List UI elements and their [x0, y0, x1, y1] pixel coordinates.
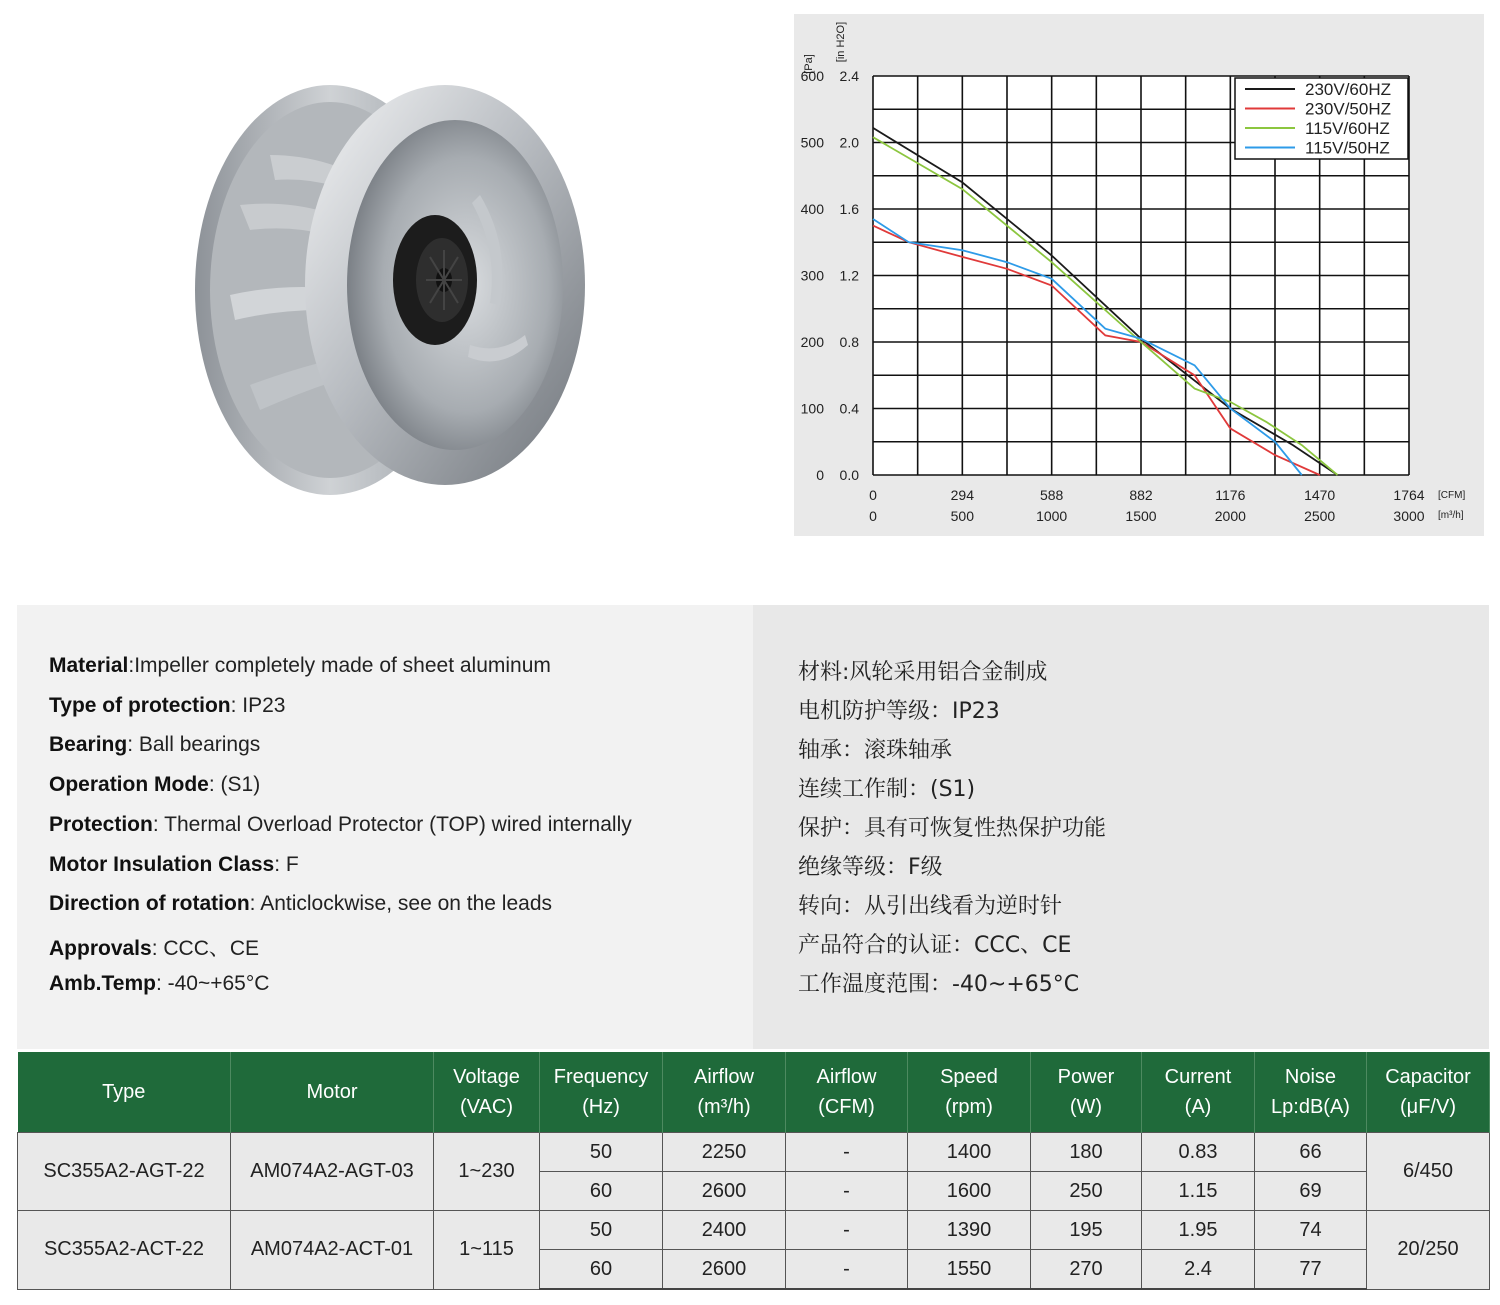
x-tick-label-m3h: 0 — [869, 508, 877, 524]
y-tick-label-pa: 500 — [800, 134, 824, 151]
table-header-cell: Voltage (VAC) — [434, 1052, 540, 1133]
y-tick-label-pa: 400 — [800, 201, 824, 217]
spec-en-value: -40~+65°C — [167, 971, 270, 995]
table-header-cell: Frequency (Hz) — [540, 1052, 663, 1133]
y-tick-label-inh2o: 1.6 — [839, 201, 859, 217]
speed-cell: 1600 — [908, 1172, 1031, 1211]
x-tick-label-m3h: 1500 — [1125, 508, 1157, 524]
y-tick-label-pa: 200 — [800, 334, 824, 350]
table-header-cell: Speed (rpm) — [908, 1052, 1031, 1133]
x-tick-label-m3h: 2500 — [1304, 508, 1336, 524]
table-header-cell: Motor — [231, 1052, 434, 1133]
y-tick-label-inh2o: 0.8 — [839, 334, 859, 350]
table-header-cell: Power (W) — [1031, 1052, 1142, 1133]
spec-en-value: CCC、CE — [163, 936, 260, 960]
x-tick-label-cfm: 1470 — [1304, 487, 1336, 503]
current-cell: 1.15 — [1142, 1172, 1255, 1211]
spec-en-item — [49, 654, 551, 678]
airflow-m3h-cell: 2600 — [663, 1250, 786, 1290]
spec-en-item — [49, 853, 299, 877]
y-tick-label-inh2o: 1.2 — [839, 267, 859, 284]
spec-en-separator: : — [155, 971, 168, 995]
airflow-cfm-cell: - — [786, 1172, 908, 1211]
type-cell: SC355A2-ACT-22 — [18, 1211, 231, 1290]
noise-cell: 77 — [1255, 1250, 1367, 1290]
spec-en-value: Ball bearings — [138, 733, 261, 757]
speed-cell: 1390 — [908, 1211, 1031, 1250]
spec-en-separator: : — [249, 892, 261, 916]
table-header-cell: Airflow (CFM) — [786, 1052, 908, 1133]
spec-en-value: Impeller completely made of sheet aluminum — [134, 654, 551, 677]
x-tick-label-m3h: 3000 — [1393, 508, 1425, 524]
current-cell: 1.95 — [1142, 1211, 1255, 1250]
legend-label-1: 230V/50HZ — [1305, 99, 1391, 119]
spec-en-separator: : — [152, 812, 165, 836]
noise-cell: 66 — [1255, 1133, 1367, 1172]
y-tick-label-pa: 300 — [800, 267, 824, 284]
spec-en-item — [49, 694, 285, 718]
speed-cell: 1400 — [908, 1133, 1031, 1172]
airflow-m3h-cell: 2600 — [663, 1172, 786, 1211]
current-cell: 2.4 — [1142, 1250, 1255, 1290]
spec-cn-item: 转向：从引出线看为逆时针 — [798, 894, 1063, 919]
x-tick-label-cfm: 294 — [950, 487, 975, 503]
spec-cn-item: 保护：具有可恢复性热保护功能 — [798, 816, 1107, 841]
spec-en-item — [49, 813, 632, 837]
table-row — [18, 1211, 1490, 1250]
airflow-m3h-cell: 2250 — [663, 1133, 786, 1172]
y-tick-label-inh2o: 2.0 — [839, 134, 859, 151]
spec-cn-item: 连续工作制：(S1) — [798, 777, 976, 802]
power-cell: 250 — [1031, 1172, 1142, 1211]
airflow-cfm-cell: - — [786, 1133, 908, 1172]
voltage-cell: 1~230 — [434, 1133, 540, 1211]
speed-cell: 1550 — [908, 1250, 1031, 1290]
power-cell: 270 — [1031, 1250, 1142, 1290]
y-tick-label-pa: 0 — [816, 467, 824, 483]
legend-label-0: 230V/60HZ — [1305, 80, 1391, 99]
spec-cn-item: 轴承：滚珠轴承 — [798, 738, 953, 763]
x-tick-label-m3h: 1000 — [1036, 508, 1068, 524]
power-cell: 180 — [1031, 1133, 1142, 1172]
spec-en-label: Approvals — [49, 936, 152, 960]
x-tick-label-m3h: 2000 — [1214, 508, 1246, 524]
model-spec-table — [17, 1052, 1490, 1290]
motor-cell: AM074A2-AGT-03 — [231, 1133, 434, 1211]
airflow-m3h-cell: 2400 — [663, 1211, 786, 1250]
legend-label-3: 115V/50HZ — [1305, 138, 1390, 158]
spec-en-value: F — [285, 852, 299, 876]
current-cell: 0.83 — [1142, 1133, 1255, 1172]
table-header-cell: Airflow (m³/h) — [663, 1052, 786, 1133]
spec-en-label: Type of protection — [49, 693, 231, 717]
spec-en-label: Direction of rotation — [49, 892, 250, 916]
frequency-cell: 60 — [540, 1172, 663, 1211]
spec-en-separator: : — [128, 654, 135, 677]
spec-en-item — [49, 773, 260, 797]
spec-en-label: Protection — [49, 812, 153, 836]
spec-en-value: IP23 — [242, 693, 286, 717]
x-tick-label-m3h: 500 — [950, 508, 975, 524]
spec-en-label: Motor Insulation Class — [49, 852, 275, 876]
capacitor-cell: 20/250 — [1367, 1211, 1490, 1290]
frequency-cell: 50 — [540, 1211, 663, 1250]
performance-chart-panel — [794, 14, 1484, 536]
y-tick-label-pa: 100 — [800, 400, 824, 417]
noise-cell: 74 — [1255, 1211, 1367, 1250]
table-header-cell: Capacitor (μF/V) — [1367, 1052, 1490, 1133]
performance-chart — [794, 14, 1484, 536]
x-tick-label-cfm: 0 — [869, 487, 877, 503]
spec-en-separator: : — [274, 852, 286, 876]
spec-cn-item: 工作温度范围：-40~+65°C — [798, 972, 1080, 997]
spec-en-label: Amb.Temp — [49, 971, 156, 995]
y-unit-inh2o: [in H2O] — [835, 21, 847, 63]
spec-en-separator: : — [127, 733, 139, 757]
y-tick-label-inh2o: 2.4 — [839, 68, 859, 84]
spec-en-separator: : — [151, 936, 164, 960]
spec-en-item — [49, 932, 259, 962]
x-tick-label-cfm: 1764 — [1393, 487, 1425, 503]
spec-en-value: (S1) — [220, 773, 261, 797]
spec-en-item — [49, 892, 552, 916]
chart-legend — [1235, 78, 1408, 159]
table-row — [18, 1133, 1490, 1172]
table-header-row — [18, 1052, 1490, 1133]
table-header-cell: Current (A) — [1142, 1052, 1255, 1133]
x-tick-label-cfm: 588 — [1039, 487, 1064, 503]
specifications-panel — [17, 605, 1489, 1049]
x-tick-label-cfm: 1176 — [1215, 487, 1246, 503]
voltage-cell: 1~115 — [434, 1211, 540, 1290]
spec-en-label: Material — [49, 654, 129, 677]
legend-label-2: 115V/60HZ — [1305, 119, 1390, 138]
spec-cn-item: 绝缘等级：F级 — [798, 855, 943, 880]
table-header-cell: Type — [18, 1052, 231, 1133]
spec-cn-item: 产品符合的认证：CCC、CE — [798, 933, 1072, 958]
x-unit-cfm: [CFM] — [1438, 490, 1466, 501]
frequency-cell: 60 — [540, 1250, 663, 1290]
spec-en-separator: : — [208, 773, 221, 797]
airflow-cfm-cell: - — [786, 1250, 908, 1290]
spec-en-value: Thermal Overload Protector (TOP) wired internally — [164, 812, 632, 836]
y-tick-label-pa: 600 — [800, 68, 824, 84]
frequency-cell: 50 — [540, 1133, 663, 1172]
x-tick-label-cfm: 882 — [1129, 487, 1153, 503]
centrifugal-fan-impeller-icon — [180, 45, 600, 515]
spec-en-separator: : — [230, 693, 243, 717]
y-unit-pa: [Pa] — [803, 54, 815, 74]
airflow-cfm-cell: - — [786, 1211, 908, 1250]
power-cell: 195 — [1031, 1211, 1142, 1250]
table-header-cell: Noise Lp:dB(A) — [1255, 1052, 1367, 1133]
motor-cell: AM074A2-ACT-01 — [231, 1211, 434, 1290]
spec-en-label: Operation Mode — [49, 773, 209, 797]
spec-en-item — [49, 972, 269, 996]
capacitor-cell: 6/450 — [1367, 1133, 1490, 1211]
spec-cn-item: 电机防护等级：IP23 — [798, 699, 1000, 724]
noise-cell: 69 — [1255, 1172, 1367, 1211]
spec-cn-item: 材料:风轮采用铝合金制成 — [798, 660, 1048, 685]
y-tick-label-inh2o: 0.0 — [839, 467, 859, 483]
spec-en-value: Anticlockwise, see on the leads — [260, 892, 553, 916]
spec-en-label: Bearing — [49, 733, 128, 757]
x-unit-m3h: [m³/h] — [1438, 510, 1464, 521]
type-cell: SC355A2-AGT-22 — [18, 1133, 231, 1211]
y-tick-label-inh2o: 0.4 — [839, 400, 859, 417]
spec-en-item — [49, 733, 260, 757]
